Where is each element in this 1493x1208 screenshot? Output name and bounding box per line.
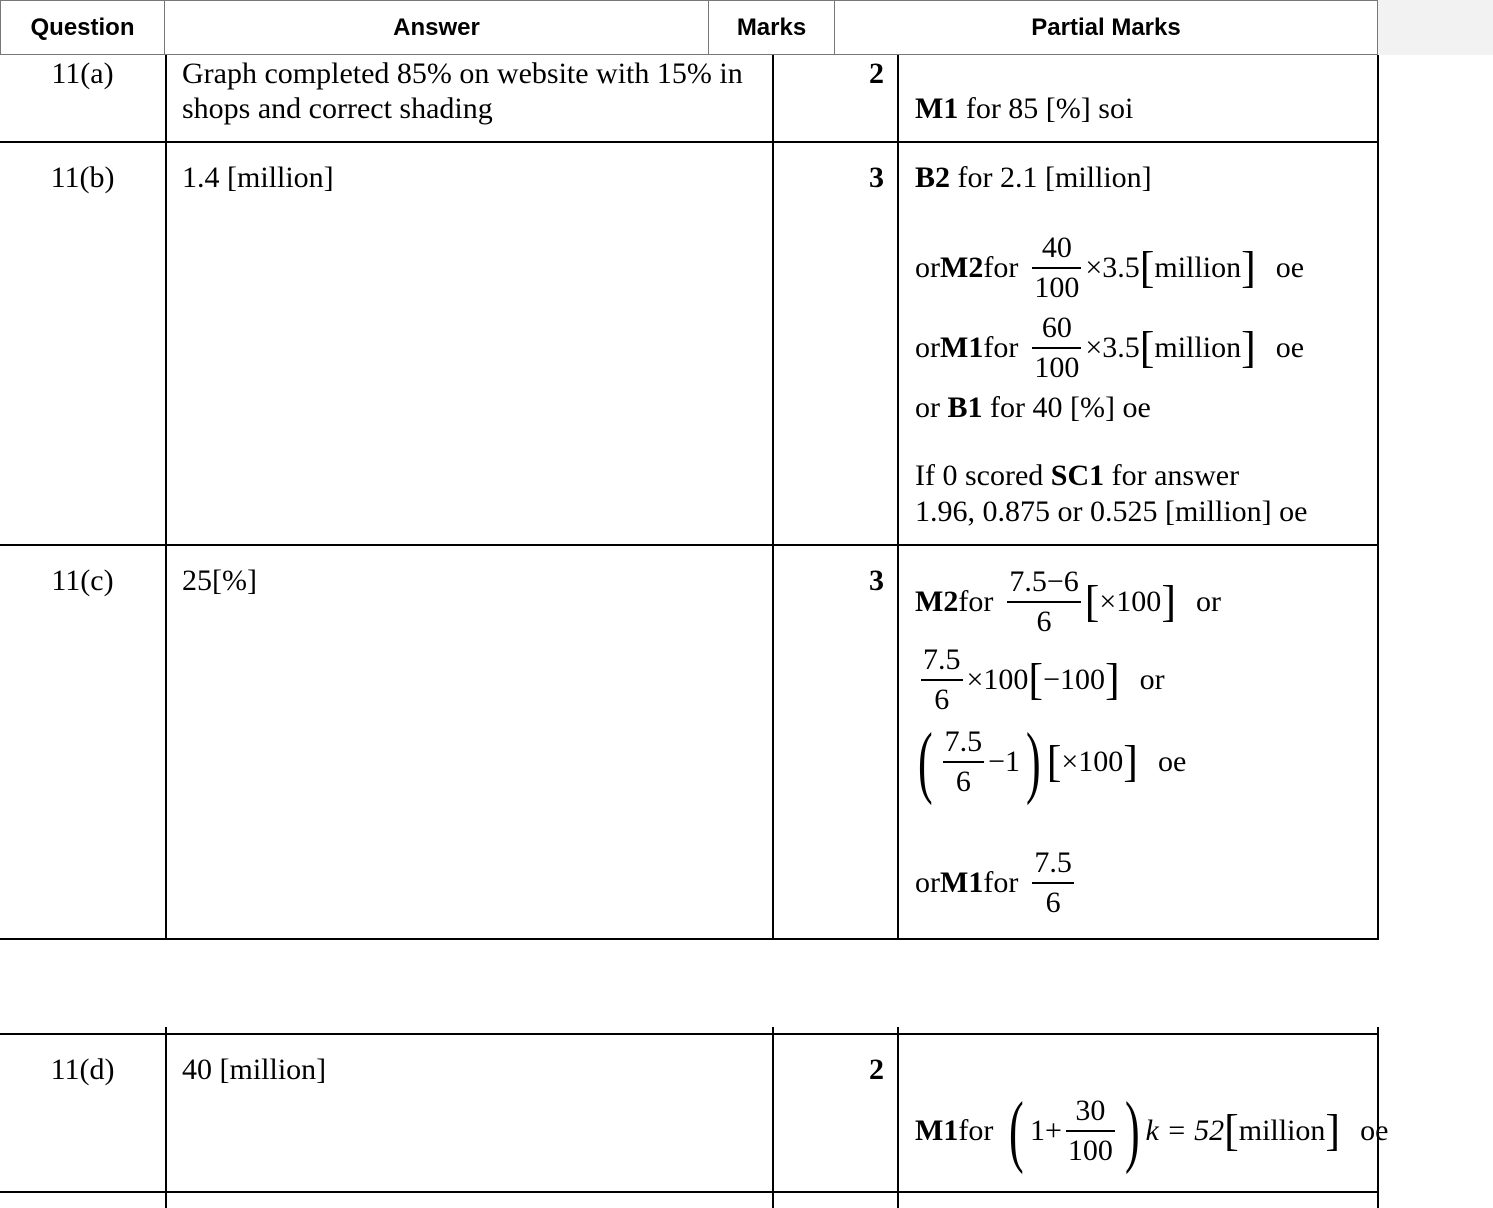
header-marks: Marks: [708, 0, 835, 55]
partial-mark-line: or M1 for $\frac{60}{100}$ ×3.5 [ million ] oe: [915, 308, 1304, 388]
partial-mark-line: [915, 91, 1133, 126]
mark-text: ×100: [1099, 585, 1162, 618]
question-label: 11(a): [51, 57, 114, 90]
header-filler: [1378, 0, 1493, 55]
unit-text: million: [1154, 331, 1242, 364]
mark-text: or: [915, 251, 940, 284]
partial-mark-line: M2 for $\frac{7.5-6}{6}$ [ ×100 ] or: [915, 562, 1221, 642]
question-label: 11(d): [50, 1053, 115, 1086]
answer-text: 25[%]: [182, 564, 257, 597]
mark-text: oe: [1157, 745, 1187, 778]
mark-code: M2: [940, 251, 984, 284]
marks-value: 2: [869, 1053, 884, 1086]
partial-mark-line: [915, 160, 1152, 195]
mark-text: for: [983, 251, 1019, 284]
mark-text: for: [958, 1114, 994, 1147]
mark-text: 1+: [1029, 1114, 1062, 1147]
unit-text: million: [1238, 1114, 1326, 1147]
mark-code: M1: [940, 866, 984, 899]
question-label: 11(c): [51, 564, 114, 597]
mark-text: ×3.5: [1085, 251, 1140, 284]
fraction: $\frac{40}{100}$: [1034, 231, 1080, 304]
answer-text: 1.4 [million]: [182, 161, 334, 194]
grid-line: [897, 55, 899, 940]
answer-text: Graph completed 85% on website with 15% in: [182, 57, 743, 90]
fraction: $\frac{7.5-6}{6}$: [1009, 565, 1079, 638]
row-divider: [0, 938, 1379, 940]
answer-text: shops and correct shading: [182, 92, 493, 125]
question-label: 11(b): [50, 161, 115, 194]
partial-mark-line: or B1 for 40 [%] oe: [915, 391, 1151, 424]
answer-text: 40 [million]: [182, 1053, 327, 1086]
grid-line: [165, 55, 167, 940]
header-answer: Answer: [164, 0, 709, 55]
mark-text: for: [983, 866, 1019, 899]
partial-mark-line: If 0 scored SC1 for answer: [915, 459, 1240, 492]
mark-text: for 85 [%] soi: [958, 92, 1134, 125]
mark-text: for answer: [1104, 459, 1240, 492]
partial-mark-line: $\frac{7.5}{6}$ ×100 [ −100 ] or: [917, 640, 1165, 720]
mark-code: M1: [915, 92, 959, 125]
mark-text: k = 52: [1145, 1114, 1225, 1147]
fraction: $\frac{7.5}{6}$: [944, 725, 983, 798]
partial-mark-line: ( $\frac{7.5}{6}$ −1 ) [ ×100 ] oe: [917, 718, 1187, 806]
mark-code: B2: [915, 161, 951, 194]
mark-text: ×100: [1061, 745, 1124, 778]
row-divider: [0, 544, 1379, 546]
fraction: $\frac{30}{100}$: [1067, 1094, 1113, 1167]
mark-text: for: [958, 585, 994, 618]
mark-code: B1: [947, 391, 983, 424]
grid-line: [165, 1027, 167, 1208]
unit-text: million: [1154, 251, 1242, 284]
mark-text: oe: [1275, 331, 1305, 364]
row-divider: [0, 1033, 1379, 1035]
mark-text: or: [915, 866, 940, 899]
row-divider: [0, 1191, 1379, 1193]
partial-mark-line: M1 for ( 1+ $\frac{30}{100}$ ) k = 52 [ million ] oe: [915, 1087, 1389, 1175]
partial-mark-line: 1.96, 0.875 or 0.525 [million] oe: [915, 495, 1308, 528]
mark-text: for: [983, 331, 1019, 364]
partial-mark-line: or M2 for $\frac{40}{100}$ ×3.5 [ million ] oe: [915, 228, 1304, 308]
mark-text: −100: [1043, 663, 1105, 696]
row-divider: [0, 141, 1379, 143]
mark-code: M1: [915, 1114, 959, 1147]
marks-value: 3: [869, 564, 884, 597]
mark-text: ×100: [966, 663, 1029, 696]
mark-code: M1: [940, 331, 984, 364]
mark-text: oe: [1360, 1114, 1389, 1147]
mark-text: or: [1139, 663, 1165, 696]
mark-text: for 2.1 [million]: [950, 161, 1152, 194]
header-partial-marks: Partial Marks: [834, 0, 1378, 55]
mark-text: or: [915, 331, 940, 364]
fraction: $\frac{7.5}{6}$: [923, 643, 961, 716]
mark-text: ×3.5: [1085, 331, 1140, 364]
marks-value: 2: [869, 57, 884, 90]
mark-code: SC1: [1050, 459, 1105, 492]
mark-text: for 40 [%] oe: [982, 391, 1151, 424]
grid-line: [1377, 55, 1379, 940]
mark-code: M2: [915, 585, 959, 618]
fraction: $\frac{60}{100}$: [1034, 311, 1080, 384]
header-question: Question: [0, 0, 165, 55]
partial-mark-line: [915, 843, 1078, 923]
fraction: $\frac{7.5}{6}$: [1034, 846, 1072, 919]
mark-text: −1: [988, 745, 1021, 778]
mark-text: or: [1195, 585, 1221, 618]
marks-value: 3: [869, 161, 884, 194]
mark-text: oe: [1275, 251, 1305, 284]
grid-line: [897, 1027, 899, 1208]
